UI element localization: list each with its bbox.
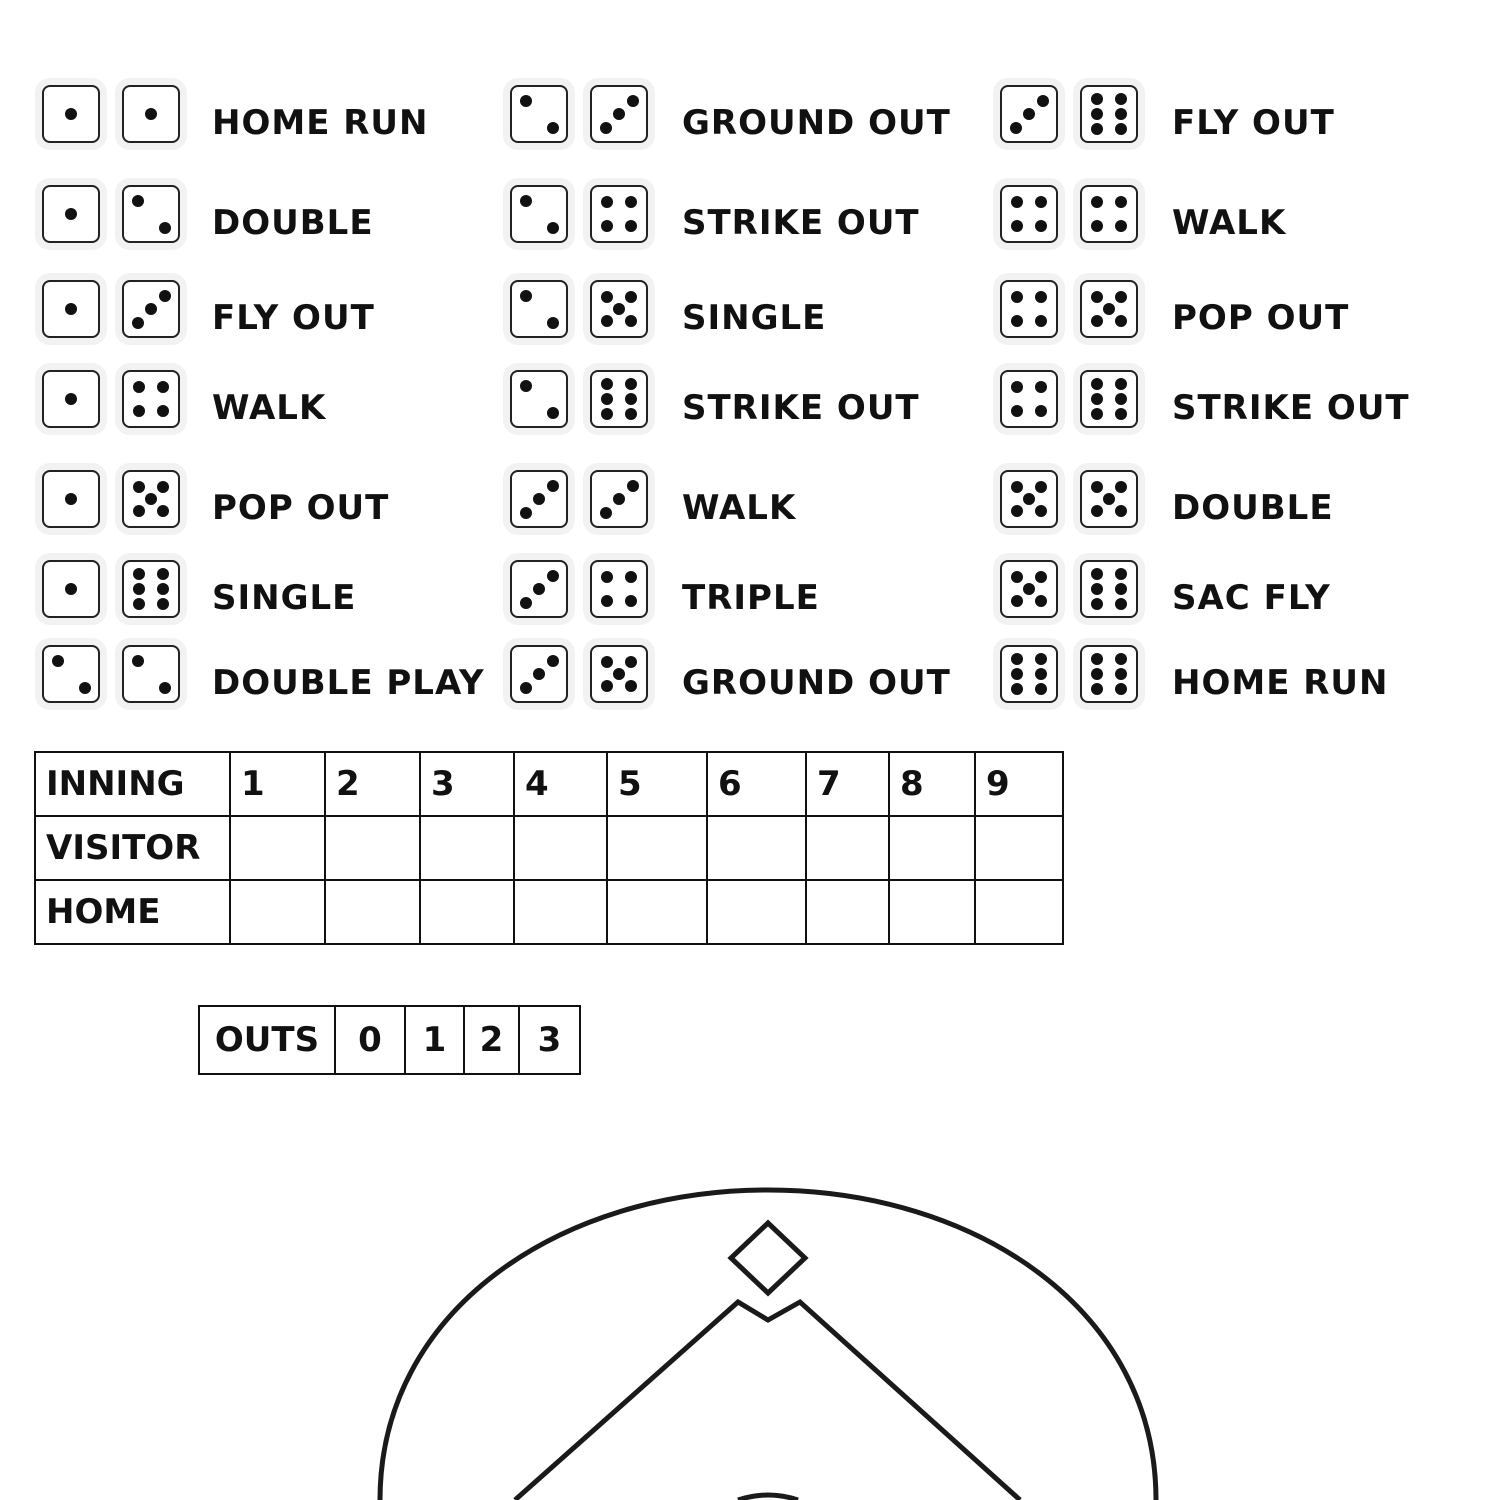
pitchers-mound: [738, 1495, 798, 1500]
outs-label: OUTS: [199, 1006, 335, 1074]
inning-number: 7: [806, 752, 889, 816]
dice-result-label: STRIKE OUT: [682, 203, 920, 243]
visitor-row-label: VISITOR: [35, 816, 230, 880]
infield-lines: [515, 1302, 1020, 1500]
dice-result-label: WALK: [682, 488, 797, 528]
dice-result-label: DOUBLE PLAY: [212, 663, 485, 703]
dice-result-label: TRIPLE: [682, 578, 820, 618]
inning-number: 5: [607, 752, 707, 816]
inning-number: 4: [514, 752, 607, 816]
dice-result-label: WALK: [1172, 203, 1287, 243]
dice-result-label: DOUBLE: [212, 203, 374, 243]
outs-count-option[interactable]: 0: [335, 1006, 405, 1074]
inning-number: 6: [707, 752, 806, 816]
dice-result-label: HOME RUN: [212, 103, 429, 143]
inning-header-label: INNING: [35, 752, 230, 816]
outfield-arc: [380, 1190, 1156, 1500]
dice-result-label: GROUND OUT: [682, 103, 951, 143]
dice-result-label: GROUND OUT: [682, 663, 951, 703]
dice-result-label: SAC FLY: [1172, 578, 1331, 618]
dice-result-label: FLY OUT: [1172, 103, 1335, 143]
inning-number: 1: [230, 752, 325, 816]
home-row-label: HOME: [35, 880, 230, 944]
dice-result-label: POP OUT: [212, 488, 390, 528]
dice-result-label: WALK: [212, 388, 327, 428]
dice-result-label: FLY OUT: [212, 298, 375, 338]
dice-result-label: STRIKE OUT: [1172, 388, 1410, 428]
dice-result-label: POP OUT: [1172, 298, 1350, 338]
inning-number: 8: [889, 752, 975, 816]
inning-number: 9: [975, 752, 1063, 816]
dice-result-label: STRIKE OUT: [682, 388, 920, 428]
second-base: [731, 1223, 805, 1293]
inning-number: 3: [420, 752, 514, 816]
outs-count-option[interactable]: 1: [405, 1006, 464, 1074]
outs-count-option[interactable]: 3: [519, 1006, 580, 1074]
dice-result-label: HOME RUN: [1172, 663, 1389, 703]
dice-result-label: SINGLE: [682, 298, 827, 338]
dice-result-label: DOUBLE: [1172, 488, 1334, 528]
outs-count-option[interactable]: 2: [464, 1006, 519, 1074]
dice-result-label: SINGLE: [212, 578, 357, 618]
inning-number: 2: [325, 752, 420, 816]
